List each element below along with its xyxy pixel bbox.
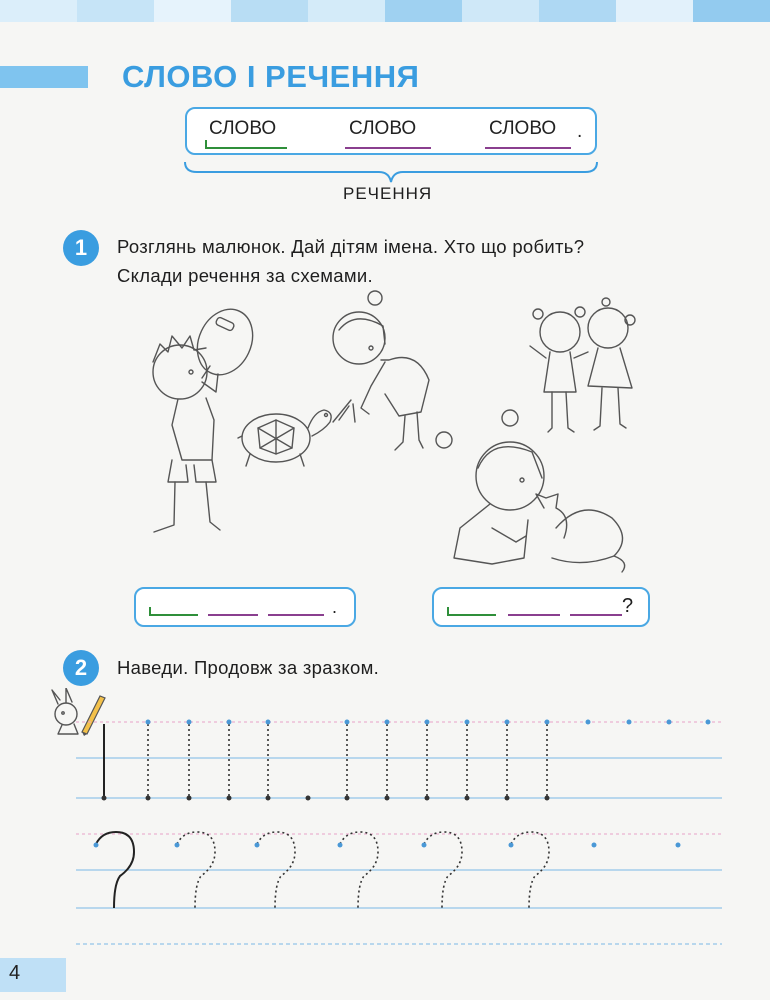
scheme-word-2: СЛОВО bbox=[349, 118, 417, 139]
scheme-line-tick bbox=[205, 140, 207, 149]
task1-scheme-box-right[interactable] bbox=[432, 587, 650, 627]
row1-top-dots bbox=[146, 720, 711, 725]
row2-guidelines bbox=[76, 834, 722, 944]
scheme-end-mark: . bbox=[577, 121, 583, 142]
writing-practice-area bbox=[76, 712, 722, 952]
scheme-lines-right bbox=[444, 599, 624, 619]
task1-text-line2: Склади речення за схемами. bbox=[117, 265, 373, 286]
title-accent-bar bbox=[0, 66, 88, 88]
row1-guidelines bbox=[76, 722, 722, 798]
top-decor-strip bbox=[0, 0, 770, 22]
turtle-icon bbox=[236, 398, 336, 470]
page-title: СЛОВО І РЕЧЕННЯ bbox=[122, 59, 420, 94]
page-number: 4 bbox=[9, 962, 21, 984]
task1-text bbox=[117, 232, 737, 290]
task2-text: Наведи. Продовж за зразком. bbox=[117, 657, 380, 678]
task1-scheme-box-left[interactable] bbox=[134, 587, 356, 627]
scheme-right-end: ? bbox=[622, 595, 634, 617]
sentence-brace bbox=[183, 160, 599, 184]
task1-text-line1: Розглянь малюнок. Дай дітям імена. Хто що робить? bbox=[117, 236, 585, 257]
scheme-left-end: . bbox=[332, 597, 338, 617]
girl-with-cat-icon bbox=[432, 408, 632, 578]
scheme-line-purple-2 bbox=[485, 147, 571, 149]
scheme-line-purple-1 bbox=[345, 147, 431, 149]
task1-number: 1 bbox=[63, 230, 99, 266]
row1-sticks bbox=[104, 724, 547, 798]
scheme-line-green bbox=[205, 147, 287, 149]
page-number-tab bbox=[0, 958, 66, 992]
scheme-word-1: СЛОВО bbox=[209, 118, 277, 139]
row2-start-dots bbox=[94, 843, 681, 848]
sentence-label: РЕЧЕННЯ bbox=[343, 184, 433, 203]
task2-number: 2 bbox=[63, 650, 99, 686]
scheme-word-3: СЛОВО bbox=[489, 118, 557, 139]
scheme-lines-left bbox=[146, 599, 326, 619]
word-scheme-box bbox=[185, 107, 597, 155]
girl-feeding-turtle-icon bbox=[325, 290, 445, 465]
